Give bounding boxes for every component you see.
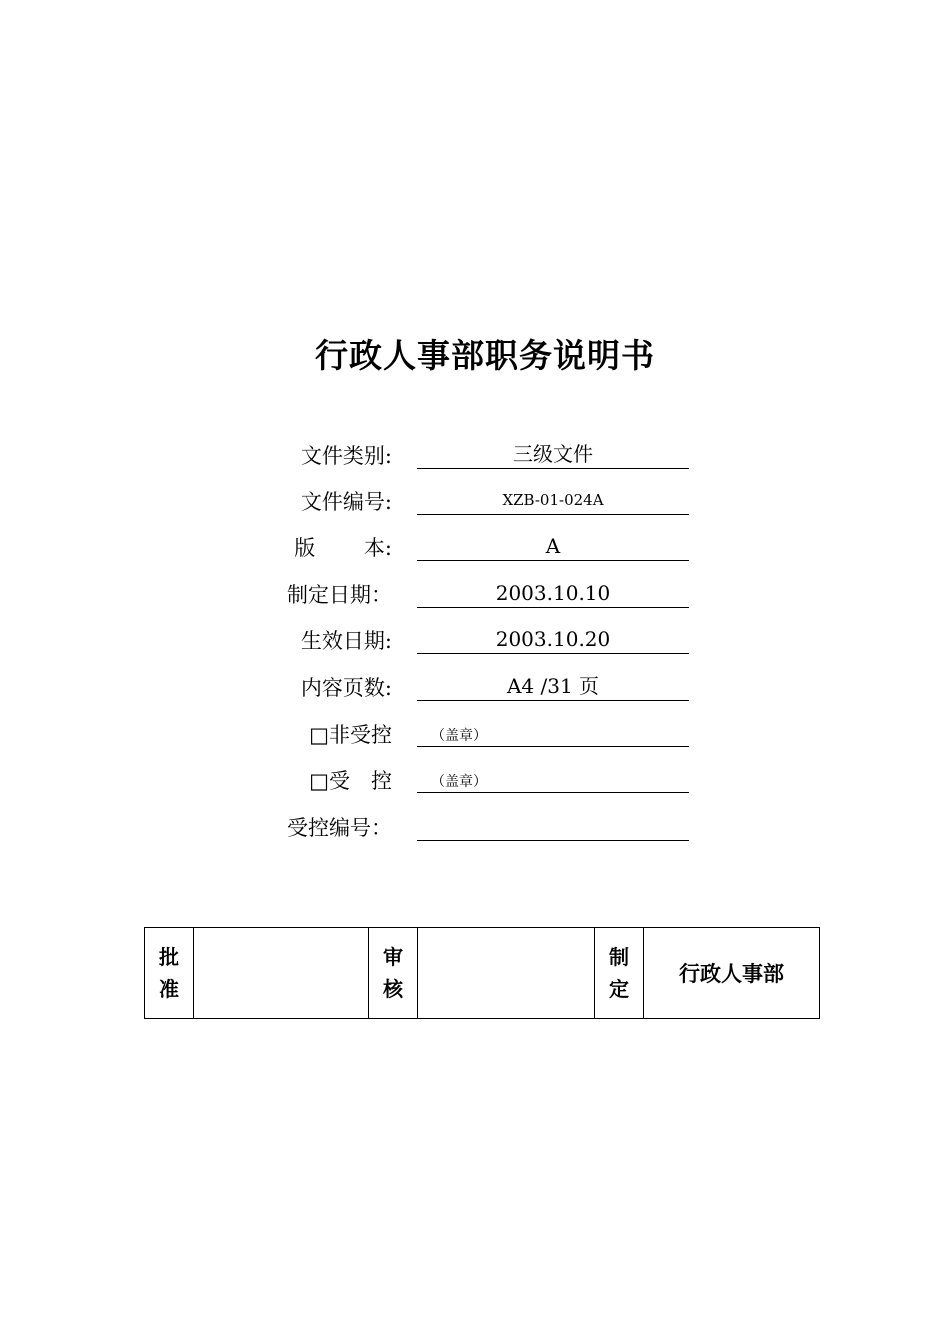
uncontrolled-checkbox-label[interactable]: □非受控 — [309, 723, 392, 747]
signoff-table — [144, 927, 820, 1019]
field-value — [417, 812, 689, 841]
controlled-checkbox-label[interactable]: □受 控 — [309, 769, 392, 793]
field-label: 制定日期： — [287, 583, 392, 607]
prepare-header: 制 定 — [595, 928, 644, 1019]
field-label: 版 本: — [294, 536, 392, 560]
field-value: 三级文件 — [417, 440, 689, 469]
approve-cell — [194, 928, 369, 1019]
field-label: 生效日期: — [300, 629, 392, 653]
field-row-control-number — [0, 812, 950, 852]
field-label: 文件类别: — [300, 444, 392, 468]
prepare-cell: 行政人事部 — [644, 928, 820, 1019]
field-label: 文件编号: — [300, 490, 392, 514]
document-title: 行政人事部职务说明书 — [315, 336, 655, 375]
field-value: A4 /31 页 — [417, 672, 689, 701]
field-value: 2003.10.20 — [417, 625, 689, 654]
field-row-controlled — [0, 765, 950, 805]
review-cell — [418, 928, 595, 1019]
field-label: 内容页数: — [300, 676, 392, 700]
stamp-field: （盖章） — [417, 719, 689, 747]
field-value: XZB-01-024A — [417, 486, 689, 515]
field-value: 2003.10.10 — [417, 579, 689, 608]
field-row-uncontrolled — [0, 719, 950, 759]
stamp-field: （盖章） — [417, 765, 689, 793]
approve-header: 批 准 — [145, 928, 194, 1019]
field-row-page-count — [0, 672, 950, 712]
field-row-version — [0, 532, 950, 572]
field-row-category — [0, 440, 950, 480]
field-row-doc-number — [0, 486, 950, 526]
review-header: 审 核 — [369, 928, 418, 1019]
field-row-effective-date — [0, 625, 950, 665]
field-label: 受控编号： — [287, 816, 392, 840]
field-row-created-date — [0, 579, 950, 619]
field-value: A — [417, 532, 689, 561]
